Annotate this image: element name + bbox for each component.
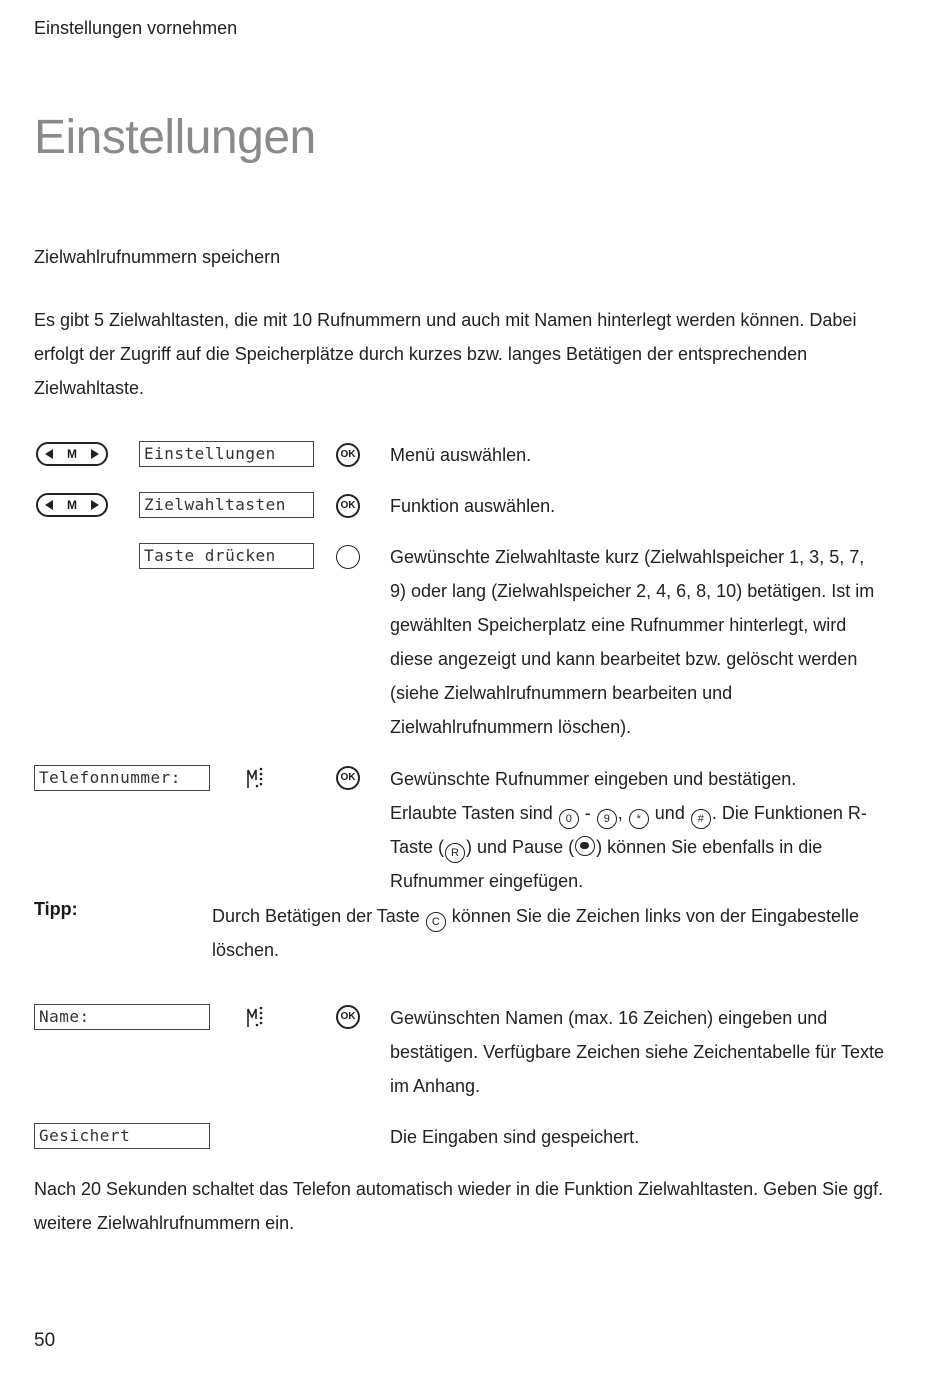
display-einstellungen: Einstellungen <box>139 441 314 467</box>
menu-key-icon: M <box>36 493 108 517</box>
key-0-icon: 0 <box>559 809 579 829</box>
display-name: Name: <box>34 1004 210 1030</box>
step-5-text: Gewünschten Namen (max. 16 Zeichen) eingeben und bestätigen. Verfügbare Zeichen siehe Zeichentabelle für Texte im Anhang. <box>390 1008 884 1096</box>
speed-dial-key-icon <box>336 545 360 569</box>
r-key-icon: R <box>445 843 465 863</box>
page-title: Einstellungen <box>34 111 316 164</box>
hash-key-icon: # <box>691 809 711 829</box>
star-key-icon: * <box>629 809 649 829</box>
tip-text: Durch Betätigen der Taste C können Sie die Zeichen links von der Eingabestelle löschen. <box>212 906 860 960</box>
section-subtitle: Zielwahlrufnummern speichern <box>34 247 281 267</box>
c-key-icon: C <box>426 912 446 932</box>
display-zielwahltasten: Zielwahltasten <box>139 492 314 518</box>
page-number: 50 <box>34 1330 56 1351</box>
tip-label: Tipp: <box>34 899 78 919</box>
keypad-icon <box>244 1003 266 1031</box>
ok-key-icon: OK <box>336 494 360 518</box>
display-taste-druecken: Taste drücken <box>139 543 314 569</box>
intro-paragraph: Es gibt 5 Zielwahltasten, die mit 10 Rufnummern und auch mit Namen hinterlegt werden können. Dabei erfolgt der Zugriff auf die Speicherplätze durch kurzes bzw. langes Betätigen der entsprechenden Zielwahltaste. <box>34 310 857 398</box>
ok-key-icon: OK <box>336 766 360 790</box>
key-9-icon: 9 <box>597 809 617 829</box>
step-1-text: Menü auswählen. <box>390 445 532 465</box>
display-gesichert: Gesichert <box>34 1123 210 1149</box>
step-2-text: Funktion auswählen. <box>390 496 556 516</box>
step-3-text: Gewünschte Zielwahltaste kurz (Zielwahlspeicher 1, 3, 5, 7, 9) oder lang (Zielwahlspeicher 2, 4, 6, 8, 10) betätigen. Ist im gewählten Speicherplatz eine Rufnummer hinterlegt, wird diese angezeigt und kann bearbeitet bzw. gelöscht werden (siehe Zielwahlrufnummern bearbeiten und Zielwahlrufnummern löschen). <box>390 547 875 737</box>
outro-paragraph: Nach 20 Sekunden schaltet das Telefon automatisch wieder in die Funktion Zielwahltasten. Geben Sie ggf. weitere Zielwahlrufnummern ein. <box>34 1179 884 1233</box>
pause-key-icon <box>575 836 595 856</box>
ok-key-icon: OK <box>336 443 360 467</box>
display-telefonnummer: Telefonnummer: <box>34 765 210 791</box>
step-6-text: Die Eingaben sind gespeichert. <box>390 1127 640 1147</box>
menu-key-icon: M <box>36 442 108 466</box>
step-4-text: Gewünschte Rufnummer eingeben und bestätigen. Erlaubte Tasten sind 0 - 9 , * und # . Die Funktionen R-Taste ( R ) und Pause ( ) können Sie ebenfalls in die Rufnummer eingefügen. <box>390 769 867 891</box>
keypad-icon <box>244 764 266 792</box>
running-header: Einstellungen vornehmen <box>34 18 238 38</box>
ok-key-icon: OK <box>336 1005 360 1029</box>
